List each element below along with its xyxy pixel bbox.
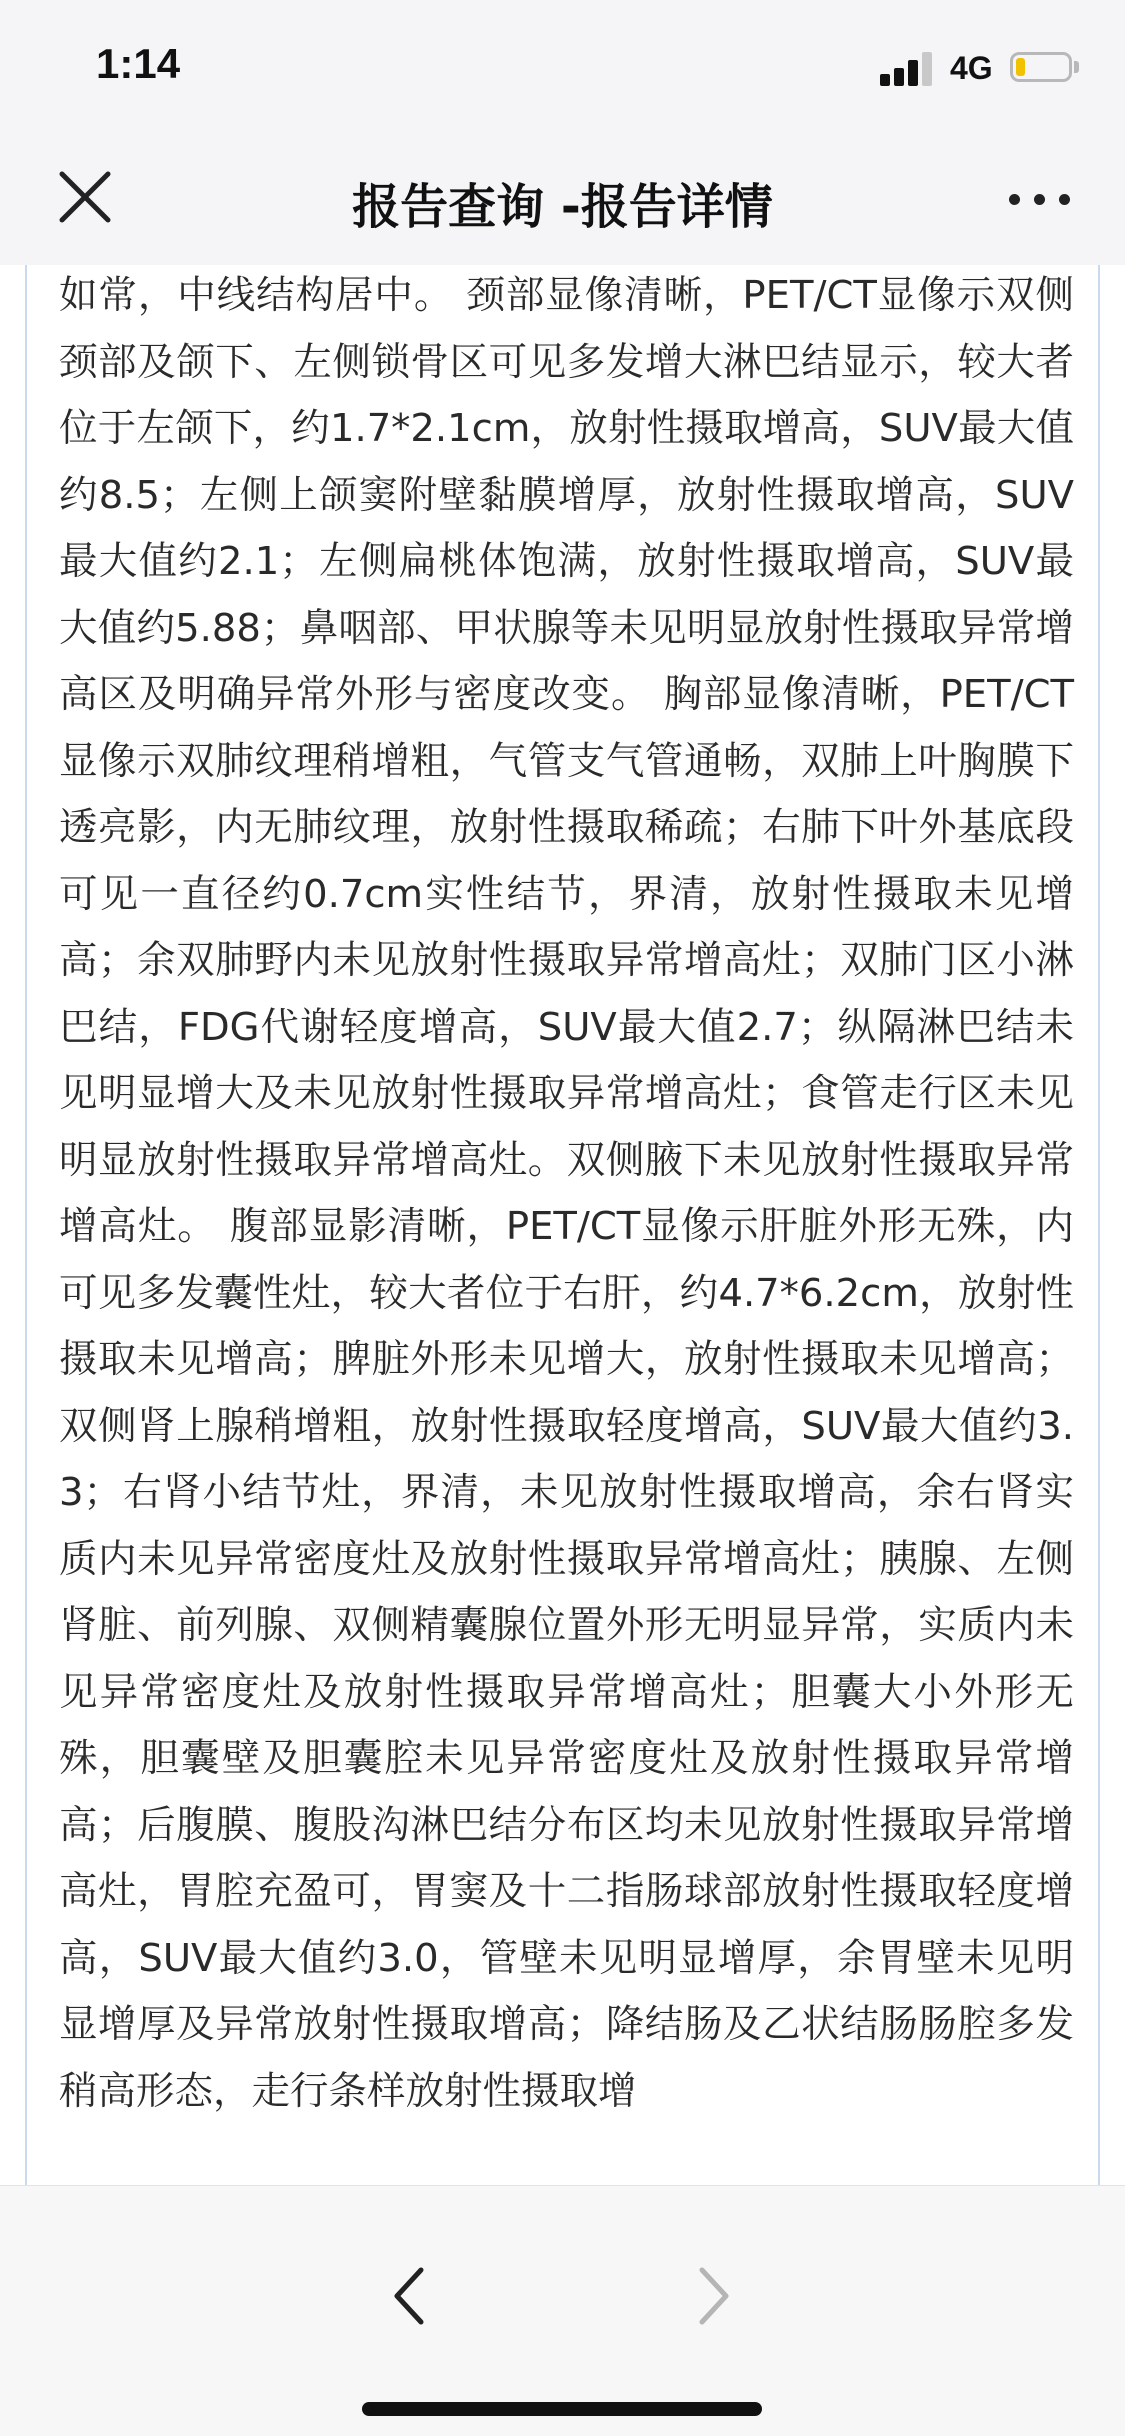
page-title: 报告查询 -报告详情 xyxy=(352,179,773,235)
more-icon xyxy=(1009,194,1020,205)
chevron-right-icon xyxy=(690,2256,738,2336)
battery-cap xyxy=(1074,61,1079,73)
status-bar xyxy=(0,0,1125,130)
home-indicator[interactable] xyxy=(362,2402,762,2416)
bottom-toolbar xyxy=(0,2185,1125,2436)
battery-level xyxy=(1016,58,1025,76)
close-icon xyxy=(52,164,118,230)
report-text: 如常，中线结构居中。 颈部显像清晰，PET/CT显像示双侧颈部及颌下、左侧锁骨区可见多发增大淋巴结显示，较大者位于左颌下，约1.7*2.1cm，放射性摄取增高，SUV最大值约8.5；左侧上颌窦附壁黏膜增厚，放射性摄取增高，SUV最大值约2.1；左侧扁桃体饱满，放射性摄取增高，SUV最大值约5.88；鼻咽部、甲状腺等未见明显放射性摄取异常增高区及明确异常外形与密度改变。 胸部显像清晰，PET/CT显像示双肺纹理稍增粗，气管支气管通畅，双肺上叶胸膜下透亮影，内无肺纹理，放射性摄取稀疏；右肺下叶外基底段可见一直径约0.7cm实性结节，界清，放射性摄取未见增高；余双肺野内未见放射性摄取异常增高灶；双肺门区小淋巴结，FDG代谢轻度增高，SUV最大值2.7；纵隔淋巴结未见明显增大及未见放射性摄取异常增高灶；食管走行区未见明显放射性摄取异常增高灶。双侧腋下未见放射性摄取异常增高灶。 腹部显影清晰，PET/CT显像示肝脏外形无殊，内可见多发囊性灶，较大者位于右肝，约4.7*6.2cm，放射性摄取未见增高；脾脏外形未见增大，放射性摄取未见增高；双侧肾上腺稍增粗，放射性摄取轻度增高，SUV最大值约3.3；右肾小结节灶，界清，未见放射性摄取增高，余右肾实质内未见异常密度灶及放射性摄取异常增高灶；胰腺、左侧肾脏、前列腺、双侧精囊腺位置外形无明显异常，实质内未见异常密度灶及放射性摄取异常增高灶；胆囊大小外形无殊，胆囊壁及胆囊腔未见异常密度灶及放射性摄取异常增高；后腹膜、腹股沟淋巴结分布区均未见放射性摄取异常增高灶，胃腔充盈可，胃窦及十二指肠球部放射性摄取轻度增高，SUV最大值约3.0，管壁未见明显增厚，余胃壁未见明显增厚及异常放射性摄取增高；降结肠及乙状结肠肠腔多发稍高形态，走行条样放射性摄取增 xyxy=(59,273,1074,2114)
nav-bar xyxy=(0,130,1125,265)
back-button[interactable] xyxy=(385,2256,433,2336)
forward-button[interactable] xyxy=(690,2256,738,2336)
battery-icon xyxy=(1010,52,1072,82)
chevron-left-icon xyxy=(385,2256,433,2336)
status-time: 1:14 xyxy=(96,40,181,87)
report-content[interactable] xyxy=(25,265,1100,2185)
signal-icon xyxy=(880,52,936,86)
close-button[interactable] xyxy=(52,164,118,230)
more-button[interactable] xyxy=(1005,180,1075,220)
network-label: 4G xyxy=(950,50,993,86)
